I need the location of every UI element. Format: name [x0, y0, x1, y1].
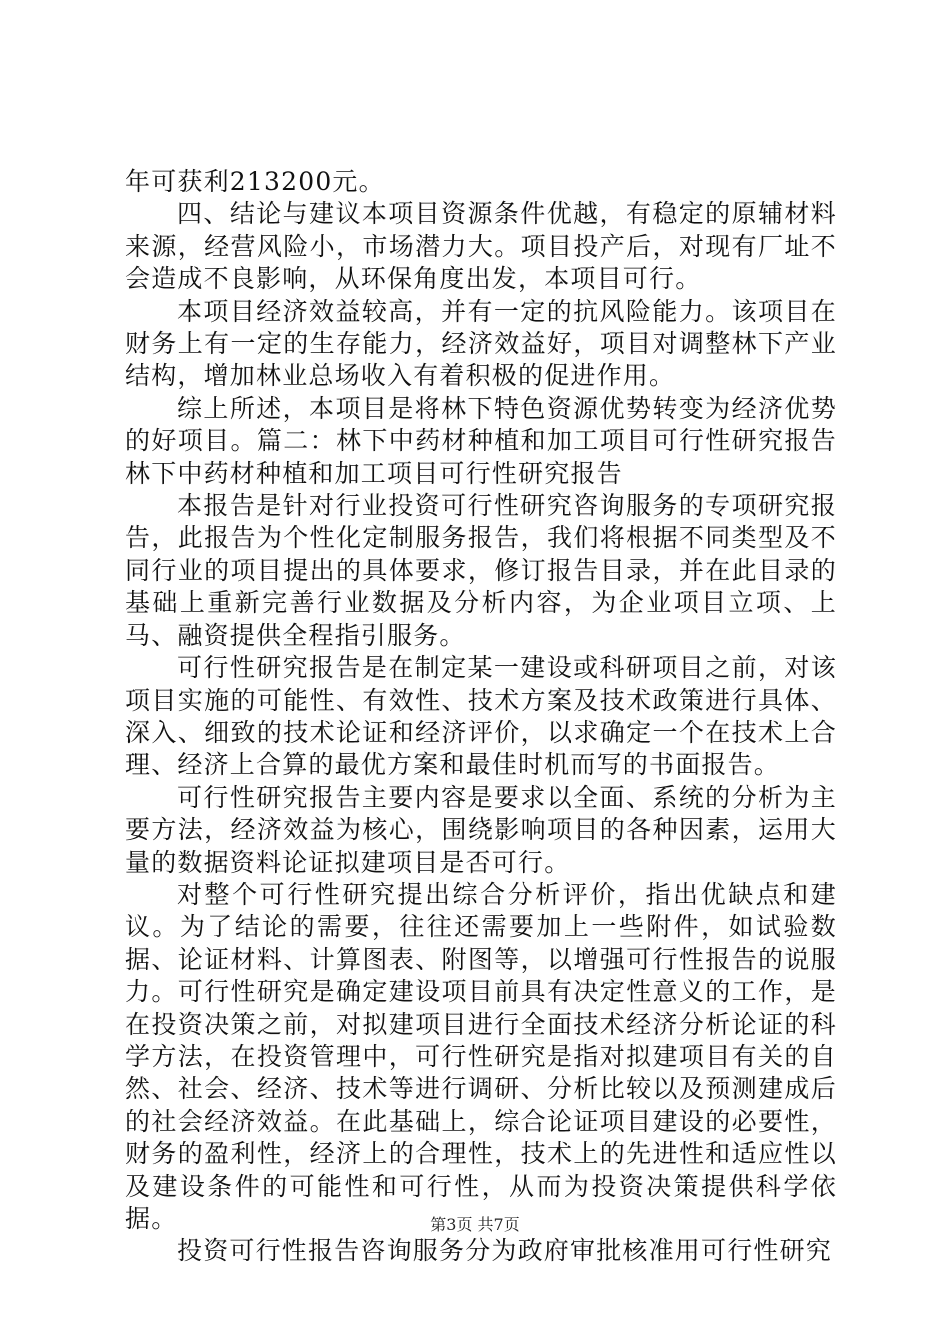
paragraph: 可行性研究报告是在制定某一建设或科研项目之前，对该项目实施的可能性、有效性、技术方案及技术政策进行具体、深入、细致的技术论证和经济评价，以求确定一个在技术上合理、经济上合算的最优方案和最佳时机而写的书面报告。 [125, 653, 837, 780]
paragraph: 年可获利213200元。 [125, 167, 385, 196]
paragraph: 可行性研究报告主要内容是要求以全面、系统的分析为主要方法，经济效益为核心，围绕影响项目的各种因素，运用大量的数据资料论证拟建项目是否可行。 [125, 782, 837, 877]
paragraph: 本项目经济效益较高，并有一定的抗风险能力。该项目在财务上有一定的生存能力，经济效益好，项目对调整林下产业结构，增加林业总场收入有着积极的促进作用。 [125, 296, 837, 391]
page-footer: 第3页 共7页 [430, 1215, 520, 1234]
paragraph: 投资可行性报告咨询服务分为政府审批核准用可行性研究 [177, 1236, 833, 1266]
document-body [125, 166, 837, 1268]
paragraph: 本报告是针对行业投资可行性研究咨询服务的专项研究报告，此报告为个性化定制服务报告，我们将根据不同类型及不同行业的项目提出的具体要求，修订报告目录，并在此目录的基础上重新完善行业数据及分析内容，为企业项目立项、上马、融资提供全程指引服务。 [125, 491, 837, 650]
paragraph: 四、结论与建议本项目资源条件优越，有稳定的原辅材料来源，经营风险小，市场潜力大。项目投产后，对现有厂址不会造成不良影响，从环保角度出发，本项目可行。 [125, 199, 837, 294]
paragraph: 对整个可行性研究提出综合分析评价，指出优缺点和建议。为了结论的需要，往往还需要加上一些附件，如试验数据、论证材料、计算图表、附图等，以增强可行性报告的说服力。可行性研究是确定建设项目前具有决定性意义的工作，是在投资决策之前，对拟建项目进行全面技术经济分析论证的科学方法，在投资管理中，可行性研究是指对拟建项目有关的自然、社会、经济、技术等进行调研、分析比较以及预测建成后的社会经济效益。在此基础上，综合论证项目建设的必要性，财务的盈利性，经济上的合理性，技术上的先进性和适应性以及建设条件的可能性和可行性，从而为投资决策提供科学依据。 [125, 879, 837, 1233]
paragraph: 综上所述，本项目是将林下特色资源优势转变为经济优势的好项目。篇二：林下中药材种植和加工项目可行性研究报告林下中药材种植和加工项目可行性研究报告 [125, 393, 837, 488]
